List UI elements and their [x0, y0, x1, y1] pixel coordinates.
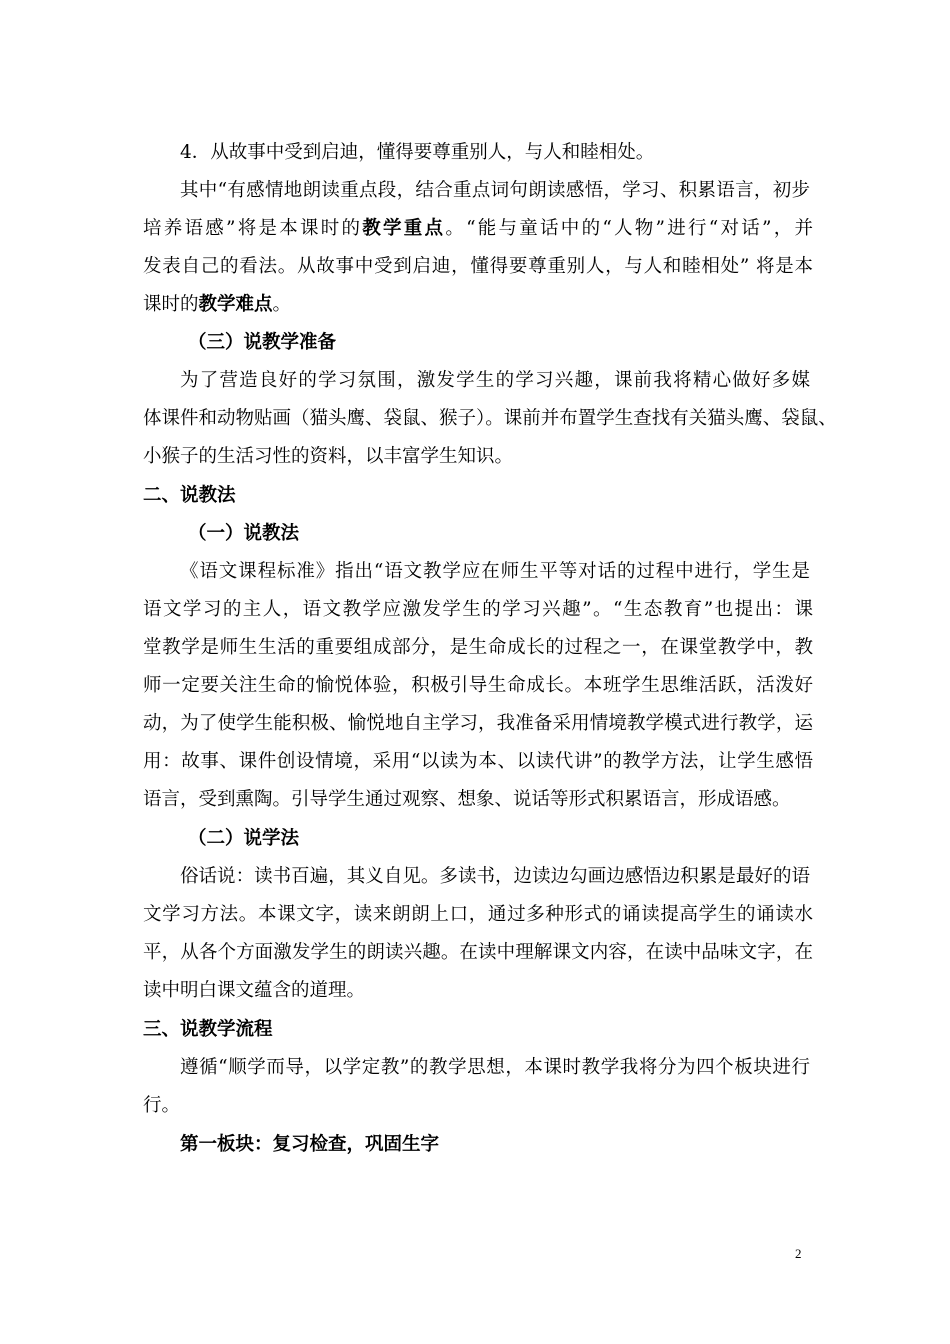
para-line: 用：故事、课件创设情境，采用“以读为本、以读代讲”的教学方法，让学生感悟	[143, 751, 813, 772]
para-line: 遵循“顺学而导，以学定教”的教学思想，本课时教学我将分为四个板块进行	[180, 1057, 810, 1078]
para-line: 发表自己的看法。从故事中受到启迪，懂得要尊重别人，与人和睦相处” 将是本	[143, 256, 813, 277]
para-line: 体课件和动物贴画（猫头鹰、袋鼠、猴子）。课前并布置学生查找有关猫头鹰、袋鼠、	[143, 408, 837, 429]
section-heading-teaching-method: 二、说教法	[143, 485, 236, 506]
para-line: 为了营造良好的学习氛围，激发学生的学习兴趣，课前我将精心做好多媒	[180, 370, 810, 391]
para-line: 行。	[143, 1095, 181, 1116]
objective-4: 4．从故事中受到启迪，懂得要尊重别人，与人和睦相处。	[180, 142, 655, 163]
para-line: 读中明白课文蕴含的道理。	[143, 980, 366, 1001]
para-line: 小猴子的生活习性的资料，以丰富学生知识。	[143, 446, 514, 467]
para-line: 平，从各个方面激发学生的朗读兴趣。在读中理解课文内容，在读中品味文字，在	[143, 942, 813, 963]
key-point-bold: 教学重点	[362, 218, 446, 239]
para-line: 俗话说：读书百遍，其义自见。多读书，边读边勾画边感悟边积累是最好的语	[180, 866, 810, 887]
para-line: 其中“有感情地朗读重点段，结合重点词句朗读感悟，学习、积累语言，初步	[180, 180, 810, 201]
para-line: 动，为了使学生能积极、愉悦地自主学习，我准备采用情境教学模式进行教学，运	[143, 713, 813, 734]
para-line: 文学习方法。本课文字，读来朗朗上口，通过多种形式的诵读提高学生的诵读水	[143, 904, 813, 925]
para-line: 《语文课程标准》指出“语文教学应在师生平等对话的过程中进行，学生是	[180, 561, 810, 582]
section-heading-preparation: （三）说教学准备	[188, 332, 337, 353]
subsection-heading-learning-method: （二）说学法	[188, 828, 300, 849]
para-line: 语文学习的主人，语文教学应激发学生的学习兴趣”。“生态教育”也提出：课	[143, 599, 813, 620]
subsection-heading-teaching-method: （一）说教法	[188, 523, 300, 544]
para-line: 语言，受到熏陶。引导学生通过观察、想象、说话等形式积累语言，形成语感。	[143, 789, 791, 810]
section-heading-teaching-process: 三、说教学流程	[143, 1019, 273, 1040]
block-heading-first: 第一板块：复习检查，巩固生字	[180, 1134, 440, 1155]
para-line: 堂教学是师生生活的重要组成部分，是生命成长的过程之一，在课堂教学中，教	[143, 637, 813, 658]
difficult-point-bold: 教学难点	[198, 294, 273, 315]
page-number: 2	[795, 1246, 802, 1261]
para-line: 课时的教学难点。	[143, 294, 292, 315]
para-line: 培养语感”将是本课时的教学重点。“能与童话中的“人物”进行“对话”，并	[143, 218, 813, 239]
para-line: 师一定要关注生命的愉悦体验，积极引导生命成长。本班学生思维活跃，活泼好	[143, 675, 813, 696]
